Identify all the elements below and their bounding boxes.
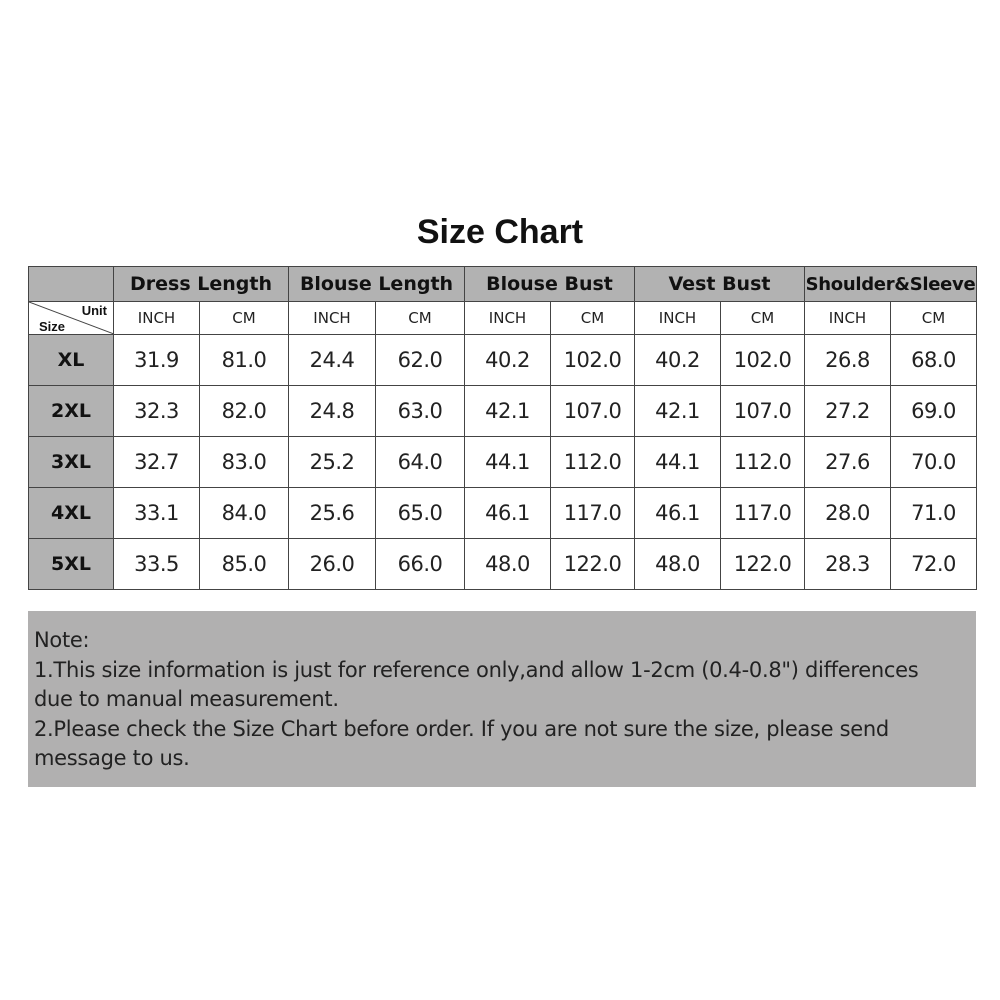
measurement-cell: 71.0 bbox=[891, 488, 977, 539]
column-header-shoulder-sleeve: Shoulder&Sleeve bbox=[805, 267, 977, 302]
measurement-cell: 65.0 bbox=[376, 488, 465, 539]
unit-header: CM bbox=[721, 302, 805, 335]
unit-header: CM bbox=[200, 302, 289, 335]
measurement-cell: 32.7 bbox=[114, 437, 200, 488]
measurement-cell: 46.1 bbox=[465, 488, 551, 539]
unit-header: CM bbox=[551, 302, 635, 335]
corner-unit-label: Unit bbox=[81, 303, 107, 318]
column-header-vest-bust: Vest Bust bbox=[635, 267, 805, 302]
corner-size-label: Size bbox=[39, 319, 66, 334]
note-line: due to manual measurement. bbox=[34, 687, 339, 711]
size-label-cell: 3XL bbox=[29, 437, 114, 488]
header-row-groups bbox=[29, 267, 977, 302]
measurement-cell: 40.2 bbox=[465, 335, 551, 386]
measurement-cell: 42.1 bbox=[465, 386, 551, 437]
unit-header: INCH bbox=[289, 302, 376, 335]
measurement-cell: 27.2 bbox=[805, 386, 891, 437]
measurement-cell: 112.0 bbox=[721, 437, 805, 488]
measurement-cell: 33.1 bbox=[114, 488, 200, 539]
measurement-cell: 25.2 bbox=[289, 437, 376, 488]
size-chart-table bbox=[28, 266, 977, 590]
table-row bbox=[29, 335, 977, 386]
measurement-cell: 28.3 bbox=[805, 539, 891, 590]
size-rows bbox=[29, 335, 977, 590]
measurement-cell: 107.0 bbox=[551, 386, 635, 437]
measurement-cell: 28.0 bbox=[805, 488, 891, 539]
unit-header: CM bbox=[891, 302, 977, 335]
note-line: 1.This size information is just for reference only,and allow 1-2cm (0.4-0.8") differences bbox=[34, 657, 919, 682]
measurement-cell: 68.0 bbox=[891, 335, 977, 386]
size-label-cell: XL bbox=[29, 335, 114, 386]
measurement-cell: 24.8 bbox=[289, 386, 376, 437]
measurement-cell: 32.3 bbox=[114, 386, 200, 437]
measurement-cell: 81.0 bbox=[200, 335, 289, 386]
measurement-cell: 31.9 bbox=[114, 335, 200, 386]
measurement-cell: 85.0 bbox=[200, 539, 289, 590]
size-label-cell: 4XL bbox=[29, 488, 114, 539]
measurement-cell: 83.0 bbox=[200, 437, 289, 488]
unit-header: CM bbox=[376, 302, 465, 335]
measurement-cell: 27.6 bbox=[805, 437, 891, 488]
table-row bbox=[29, 539, 977, 590]
measurement-cell: 40.2 bbox=[635, 335, 721, 386]
measurement-cell: 64.0 bbox=[376, 437, 465, 488]
measurement-cell: 84.0 bbox=[200, 488, 289, 539]
measurement-cell: 117.0 bbox=[721, 488, 805, 539]
measurement-cell: 26.8 bbox=[805, 335, 891, 386]
measurement-cell: 26.0 bbox=[289, 539, 376, 590]
note-line: message to us. bbox=[34, 746, 190, 770]
measurement-cell: 62.0 bbox=[376, 335, 465, 386]
measurement-cell: 122.0 bbox=[551, 539, 635, 590]
measurement-cell: 42.1 bbox=[635, 386, 721, 437]
note-heading: Note: bbox=[34, 628, 90, 652]
measurement-cell: 70.0 bbox=[891, 437, 977, 488]
unit-header: INCH bbox=[635, 302, 721, 335]
size-label-cell: 5XL bbox=[29, 539, 114, 590]
measurement-cell: 44.1 bbox=[635, 437, 721, 488]
table-row bbox=[29, 386, 977, 437]
page-title: Size Chart bbox=[416, 213, 584, 251]
measurement-cell: 82.0 bbox=[200, 386, 289, 437]
measurement-cell: 44.1 bbox=[465, 437, 551, 488]
size-label-cell: 2XL bbox=[29, 386, 114, 437]
measurement-cell: 107.0 bbox=[721, 386, 805, 437]
measurement-cell: 69.0 bbox=[891, 386, 977, 437]
measurement-cell: 112.0 bbox=[551, 437, 635, 488]
measurement-cell: 46.1 bbox=[635, 488, 721, 539]
measurement-cell: 63.0 bbox=[376, 386, 465, 437]
measurement-cell: 48.0 bbox=[465, 539, 551, 590]
unit-header: INCH bbox=[114, 302, 200, 335]
unit-size-corner-cell bbox=[29, 302, 114, 335]
measurement-cell: 102.0 bbox=[551, 335, 635, 386]
measurement-cell: 122.0 bbox=[721, 539, 805, 590]
measurement-cell: 48.0 bbox=[635, 539, 721, 590]
unit-header: INCH bbox=[805, 302, 891, 335]
table-row bbox=[29, 437, 977, 488]
header-row-units bbox=[29, 302, 977, 335]
measurement-cell: 24.4 bbox=[289, 335, 376, 386]
measurement-cell: 33.5 bbox=[114, 539, 200, 590]
column-header-blouse-length: Blouse Length bbox=[289, 267, 465, 302]
measurement-cell: 117.0 bbox=[551, 488, 635, 539]
table-row bbox=[29, 488, 977, 539]
unit-header: INCH bbox=[465, 302, 551, 335]
measurement-cell: 66.0 bbox=[376, 539, 465, 590]
note-line: 2.Please check the Size Chart before order. If you are not sure the size, please send bbox=[34, 716, 889, 741]
column-header-dress-length: Dress Length bbox=[114, 267, 289, 302]
measurement-cell: 25.6 bbox=[289, 488, 376, 539]
note-box bbox=[28, 611, 976, 787]
corner-top-cell bbox=[29, 267, 114, 302]
measurement-cell: 102.0 bbox=[721, 335, 805, 386]
measurement-cell: 72.0 bbox=[891, 539, 977, 590]
column-header-blouse-bust: Blouse Bust bbox=[465, 267, 635, 302]
